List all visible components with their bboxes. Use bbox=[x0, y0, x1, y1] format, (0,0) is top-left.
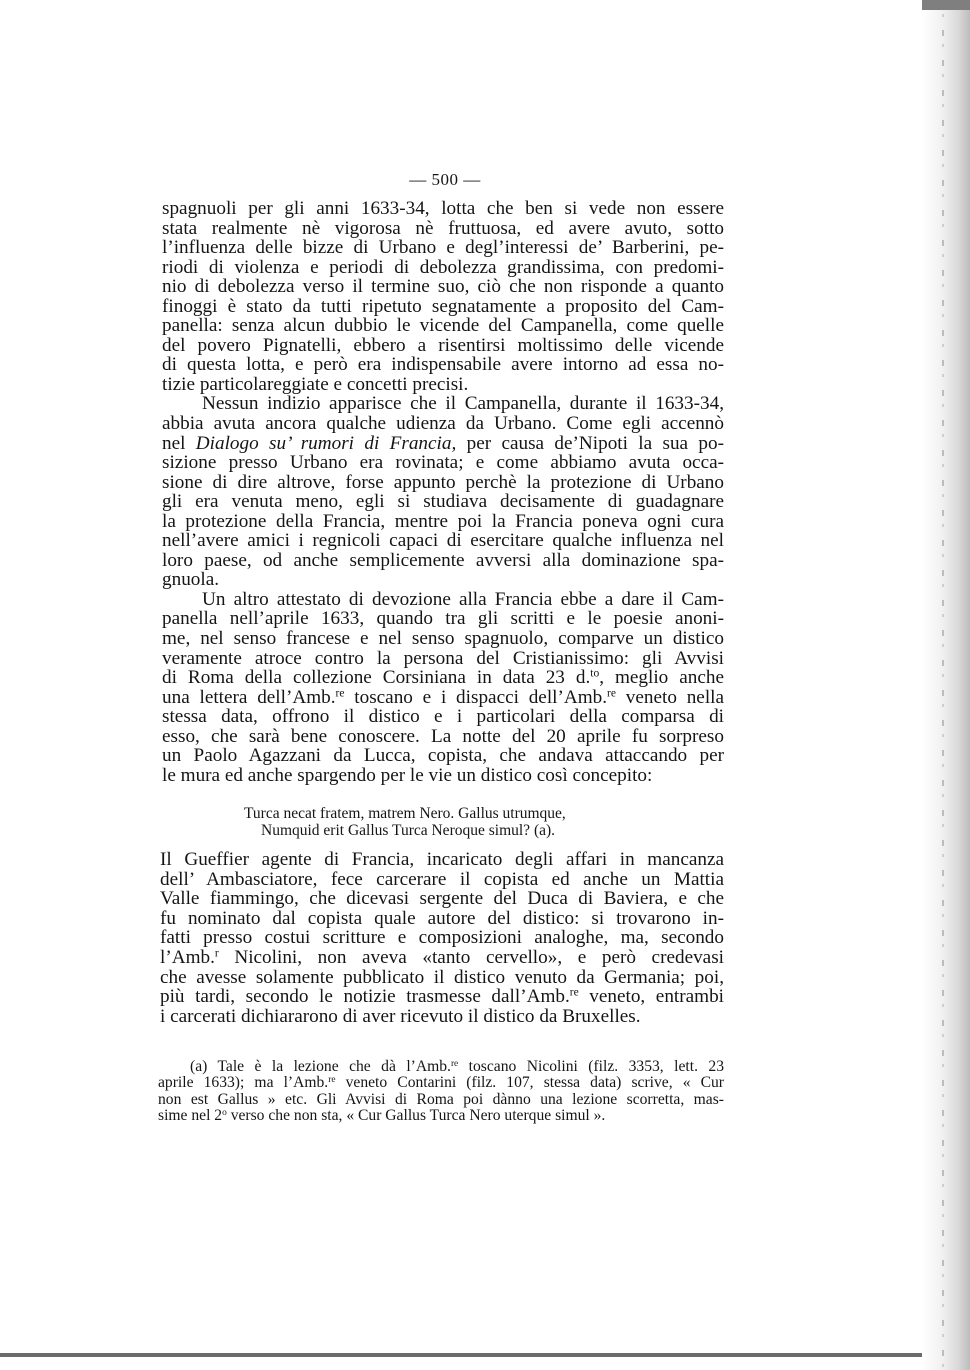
text-fragment: sime nel 2 bbox=[158, 1106, 223, 1124]
scan-corner-mark bbox=[922, 0, 970, 10]
text-line bbox=[160, 987, 724, 1007]
text-line: sione di dire altrove, forse appunto perchè la protezione di Urbano bbox=[162, 471, 724, 493]
text-line bbox=[162, 668, 724, 688]
superscript: to bbox=[590, 667, 600, 680]
text-line: abbia avuta ancora qualche udienza da Urbano. Come egli accennò bbox=[162, 413, 724, 435]
text-line: l’influenza delle bizze di Urbano e degl’interessi de’ Barberini, pe- bbox=[162, 237, 724, 259]
verse-line: Numquid erit Gallus Turca Neroque simul? (a). bbox=[261, 822, 556, 839]
superscript: re bbox=[607, 687, 616, 700]
footnote-line bbox=[158, 1075, 724, 1091]
text-line: spagnuoli per gli anni 1633-34, lotta che ben si vede non essere bbox=[162, 198, 724, 219]
work-title: Dialogo su’ rumori di Francia, bbox=[195, 432, 457, 454]
latin-distich bbox=[244, 805, 664, 839]
paragraph-1 bbox=[162, 199, 724, 394]
superscript: re bbox=[450, 1058, 459, 1069]
text-line: riodi di violenza e periodi di debolezza grandissima, con predomi- bbox=[162, 256, 724, 278]
text-line: gli era venuta meno, egli si studiava decisamente di guadagnare bbox=[162, 491, 724, 513]
text-line: finoggi è stato da tutti ripetuto segnatamente a proposito del Cam- bbox=[162, 295, 724, 317]
text-line: fatti presso costui scritture e composizioni analoghe, ma, secondo bbox=[160, 927, 724, 949]
superscript: o bbox=[222, 1107, 227, 1118]
footnote-line: non est Gallus » etc. Gli Avvisi di Roma poi dànno una lezione scorretta, mas- bbox=[158, 1090, 724, 1108]
text-line bbox=[160, 948, 724, 968]
text-line: la protezione della Francia, mentre poi la Francia poneva ogni cura bbox=[162, 510, 724, 532]
text-line: tizie particolareggiate e concetti precisi. bbox=[162, 373, 469, 395]
text-line: panella nell’aprile 1633, quando tra gli scritti e le poesie anoni- bbox=[162, 608, 724, 630]
text-fragment: Nicolini, non aveva «tanto cervello», e però credevasi bbox=[218, 946, 724, 968]
page-number: — 500 — bbox=[409, 170, 481, 189]
text-line: nio di debolezza verso il termine suo, ciò che non risponde a quanto bbox=[162, 276, 724, 298]
text-line: stessa data, offrono il distico e i particolari della comparsa di bbox=[162, 706, 724, 728]
text-line: dell’ Ambasciatore, fece carcerare il copista ed anche un Mattia bbox=[160, 868, 724, 890]
scan-page-edge bbox=[922, 0, 970, 1370]
text-line: Un altro attestato di devozione alla Francia ebbe a dare il Cam- bbox=[202, 588, 724, 610]
text-line: sizione presso Urbano era rovinata; e come abbiamo avuta occa- bbox=[162, 452, 724, 474]
text-line: panella: senza alcun dubbio le vicende del Campanella, come quelle bbox=[162, 315, 724, 337]
text-line: un Paolo Agazzani da Lucca, copista, che andava attaccando per bbox=[162, 745, 724, 767]
text-fragment: veneto, entrambi bbox=[578, 986, 724, 1008]
text-fragment: verso che non sta, « Cur Gallus Turca Nero uterque simul ». bbox=[226, 1106, 606, 1124]
text-line: Nessun indizio apparisce che il Campanella, durante il 1633-34, bbox=[202, 393, 724, 415]
text-fragment: per causa de’Nipoti la sua po- bbox=[456, 432, 725, 454]
text-line: fu nominato dal copista quale autore del distico: si trovarono in- bbox=[160, 907, 724, 929]
text-line: veramente atroce contro la persona del Cristianissimo: gli Avvisi bbox=[162, 647, 724, 669]
footnote-line bbox=[158, 1059, 724, 1075]
text-fragment: aprile 1633); ma l’Amb. bbox=[158, 1074, 329, 1092]
text-fragment: una lettera dell’Amb. bbox=[162, 686, 336, 708]
scan-bottom-rule bbox=[0, 1353, 922, 1357]
text-fragment: toscano e i dispacci dell’Amb. bbox=[344, 686, 608, 708]
text-line: i carcerati dichiararono di aver ricevuto il distico da Bruxelles. bbox=[160, 1005, 641, 1027]
superscript: re bbox=[569, 986, 579, 999]
paragraph-3 bbox=[162, 590, 724, 785]
text-fragment: più tardi, secondo le notizie trasmesse dall’Amb. bbox=[160, 986, 570, 1008]
text-line bbox=[162, 688, 724, 708]
superscript: r bbox=[214, 947, 219, 960]
paragraph-4 bbox=[160, 850, 724, 1026]
text-line: Valle fiammingo, che dicevasi sergente del Duca di Baviera, e che bbox=[160, 888, 724, 910]
text-fragment: , meglio anche bbox=[599, 667, 724, 689]
text-line: le mura ed anche spargendo per le vie un distico così concepito: bbox=[162, 764, 653, 786]
text-line: di questa lotta, e però era indispensabile avere intorno ad essa no- bbox=[162, 354, 724, 376]
main-text-continued bbox=[160, 850, 724, 1026]
text-line: Il Gueffier agente di Francia, incaricato degli affari in mancanza bbox=[160, 849, 724, 870]
text-fragment: (a) Tale è la lezione che dà l’Amb. bbox=[190, 1058, 451, 1075]
paragraph-2 bbox=[162, 394, 724, 589]
text-fragment: toscano Nicolini (filz. 3353, lett. 23 bbox=[458, 1058, 725, 1075]
footnote bbox=[158, 1059, 724, 1124]
superscript: re bbox=[328, 1075, 336, 1086]
text-line bbox=[162, 434, 724, 454]
footnote-line bbox=[158, 1108, 724, 1124]
text-fragment: veneto Contarini (filz. 107, stessa data) scrive, « Cur bbox=[335, 1074, 724, 1092]
text-line: me, nel senso francese e nel senso spagnuolo, comparve un distico bbox=[162, 628, 724, 650]
verse-line: Turca necat fratem, matrem Nero. Gallus utrumque, bbox=[244, 805, 566, 822]
text-line: gnuola. bbox=[162, 569, 220, 591]
text-line: loro paese, od anche semplicemente avversi alla dominazione spa- bbox=[162, 549, 724, 571]
text-line: nell’avere amici i regnicoli capaci di esercitare qualche influenza nel bbox=[162, 530, 724, 552]
text-line: esso, che sarà bene conoscere. La notte del 20 aprile fu sorpreso bbox=[162, 725, 724, 747]
text-fragment: l’Amb. bbox=[160, 946, 215, 968]
text-fragment: di Roma della collezione Corsiniana in data 23 d. bbox=[162, 667, 591, 689]
text-line: del povero Pignatelli, ebbero a risentirsi moltissimo delle vicende bbox=[162, 334, 724, 356]
main-text bbox=[162, 199, 724, 785]
text-fragment: nel bbox=[162, 432, 196, 454]
superscript: re bbox=[335, 687, 345, 700]
text-line: che avesse solamente pubblicato il distico venuto da Germania; poi, bbox=[160, 966, 724, 988]
text-line: stata realmente nè vigorosa nè fruttuosa, ed avere avuto, sotto bbox=[162, 217, 724, 239]
text-fragment: veneto nella bbox=[616, 686, 724, 708]
